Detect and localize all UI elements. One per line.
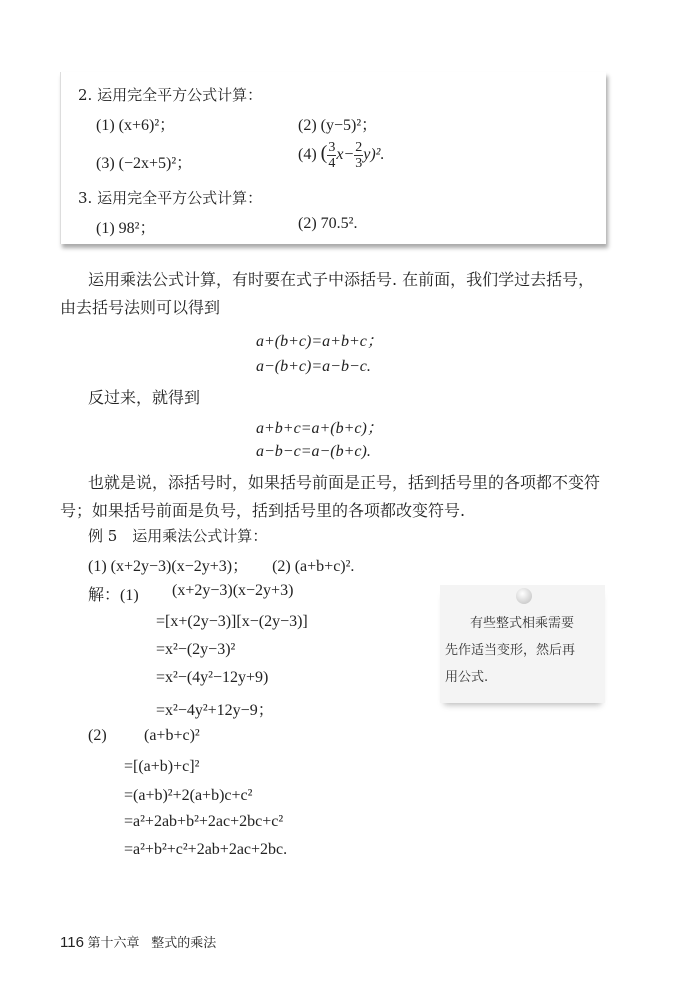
- solution-step: (x+2y−3)(x−2y+3): [172, 582, 294, 599]
- exercise-2-item-4: (4) ( $\frac{3}{4}$ x− $\frac{2}{3}$ y)².: [298, 140, 385, 171]
- exercise-2-item-2: (2) (y−5)²；: [298, 117, 378, 134]
- note-line: 先作适当变形，然后再: [445, 643, 576, 658]
- paragraph: 也就是说，添括号时，如果括号前面是正号，括到括号里的各项都不变符: [88, 473, 601, 492]
- solution-step: =a²+b²+c²+2ab+2ac+2bc.: [124, 841, 288, 858]
- solution-step: (a+b+c)²: [144, 727, 200, 744]
- exercise-3-item-2: (2) 70.5².: [298, 215, 358, 232]
- solution-step: =(a+b)²+2(a+b)c+c²: [124, 787, 253, 804]
- exercise-2-title: 2. 运用完全平方公式计算：: [78, 86, 263, 104]
- example-title: 例 5 运用乘法公式计算：: [88, 527, 268, 545]
- solution-step: =a²+2ab+b²+2ac+2bc+c²: [124, 813, 284, 830]
- solution-step: =[(a+b)+c]²: [124, 758, 200, 775]
- note-line: 有些整式相乘需要: [470, 616, 575, 631]
- exercise-3-item-1: (1) 98²；: [96, 220, 156, 237]
- solution-step: =x²−4y²+12y−9；: [156, 702, 274, 719]
- page-footer: [60, 932, 216, 951]
- exercise-2-item-3: (3) (−2x+5)²；: [96, 155, 193, 172]
- chapter-label: 第十六章: [87, 935, 140, 950]
- paragraph: 号；如果括号前面是负号，括到括号里的各项都改变符号.: [60, 501, 466, 520]
- solution-label: (2): [88, 727, 107, 744]
- pin-icon: [516, 588, 532, 604]
- solution-label: 解：(1): [88, 587, 139, 604]
- paragraph: 由去括号法则可以得到: [60, 298, 221, 317]
- equation: a−b−c=a−(b+c).: [256, 443, 371, 460]
- equation: a−(b+c)=a−b−c.: [256, 358, 371, 375]
- solution-step: =[x+(2y−3)][x−(2y−3)]: [156, 613, 308, 630]
- exercise-3-title: 3. 运用完全平方公式计算：: [78, 189, 263, 207]
- fraction: $\frac{3}{4}$: [328, 140, 336, 171]
- solution-step: =x²−(2y−3)²: [156, 641, 236, 658]
- equation: a+b+c=a+(b+c)；: [256, 420, 383, 437]
- paragraph: 运用乘法公式计算，有时要在式子中添括号. 在前面，我们学过去括号，: [88, 270, 595, 289]
- page-number: 116: [60, 934, 84, 951]
- note-line: 用公式.: [445, 670, 489, 685]
- example-problems: (1) (x+2y−3)(x−2y+3)； (2) (a+b+c)².: [88, 558, 355, 575]
- paragraph: 反过来，就得到: [88, 388, 201, 407]
- equation: a+(b+c)=a+b+c；: [256, 333, 383, 350]
- chapter-title: 整式的乘法: [151, 935, 217, 950]
- solution-step: =x²−(4y²−12y+9): [156, 669, 269, 686]
- fraction: $\frac{2}{3}$: [355, 140, 363, 171]
- exercise-2-item-1: (1) (x+6)²；: [96, 117, 176, 134]
